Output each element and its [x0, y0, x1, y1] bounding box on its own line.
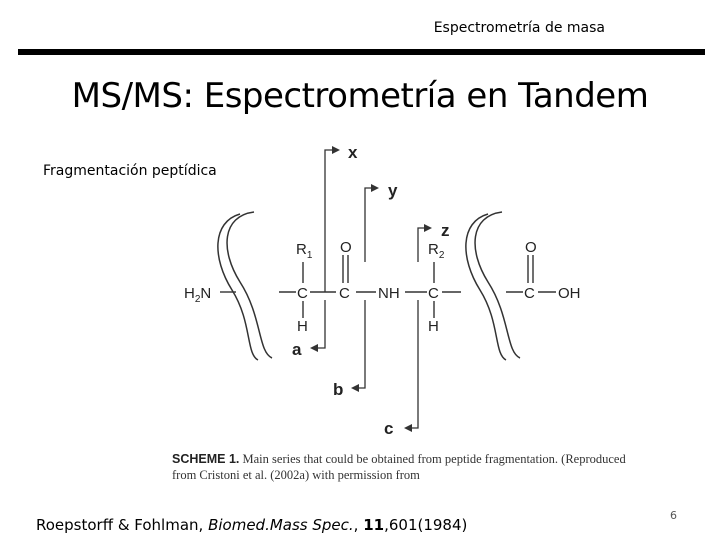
atom-c-carbonyl-2: C	[524, 285, 535, 302]
ion-label-y: y	[388, 181, 398, 200]
atom-oh: OH	[558, 285, 581, 302]
atom-nh: NH	[378, 285, 400, 302]
ion-label-c: c	[384, 419, 394, 438]
slide-subtitle: Fragmentación peptídica	[43, 163, 217, 179]
citation-volume: 11	[363, 516, 385, 534]
citation-authors: Roepstorff & Fohlman,	[36, 516, 209, 534]
atom-c-alpha-2: C	[428, 285, 439, 302]
citation	[36, 516, 467, 534]
atom-r2: $R_2$	[428, 241, 445, 261]
arrow-heads	[310, 146, 432, 432]
atom-h2n: $H_2N$	[184, 285, 212, 305]
atom-h-2: H	[428, 318, 439, 335]
ion-label-b: b	[333, 380, 344, 399]
atom-h-1: H	[297, 318, 308, 335]
page-number: 6	[670, 509, 677, 522]
atom-c-alpha-1: C	[297, 285, 308, 302]
atom-c-carbonyl-1: C	[339, 285, 350, 302]
scheme-caption	[172, 451, 642, 483]
citation-rest: ,601(1984)	[384, 516, 468, 534]
scheme-caption-label: SCHEME 1.	[172, 452, 240, 466]
ion-label-z: z	[441, 221, 450, 240]
scheme-caption-text: Main series that could be obtained from peptide fragmentation. (Reproduced from Cristoni et al. (2002a) with permission from	[172, 452, 626, 482]
header-title: Espectrometría de masa	[433, 20, 605, 36]
atom-o-2: O	[525, 239, 537, 256]
citation-sep: ,	[353, 516, 364, 534]
ion-label-a: a	[292, 340, 302, 359]
chain-brackets	[218, 212, 520, 360]
atom-r1: $R_1$	[296, 241, 313, 261]
ion-label-x: x	[348, 143, 358, 162]
atom-o-1: O	[340, 239, 352, 256]
slide-title: MS/MS: Espectrometría en Tandem	[71, 76, 649, 116]
citation-journal: Biomed.Mass Spec.	[208, 516, 354, 534]
